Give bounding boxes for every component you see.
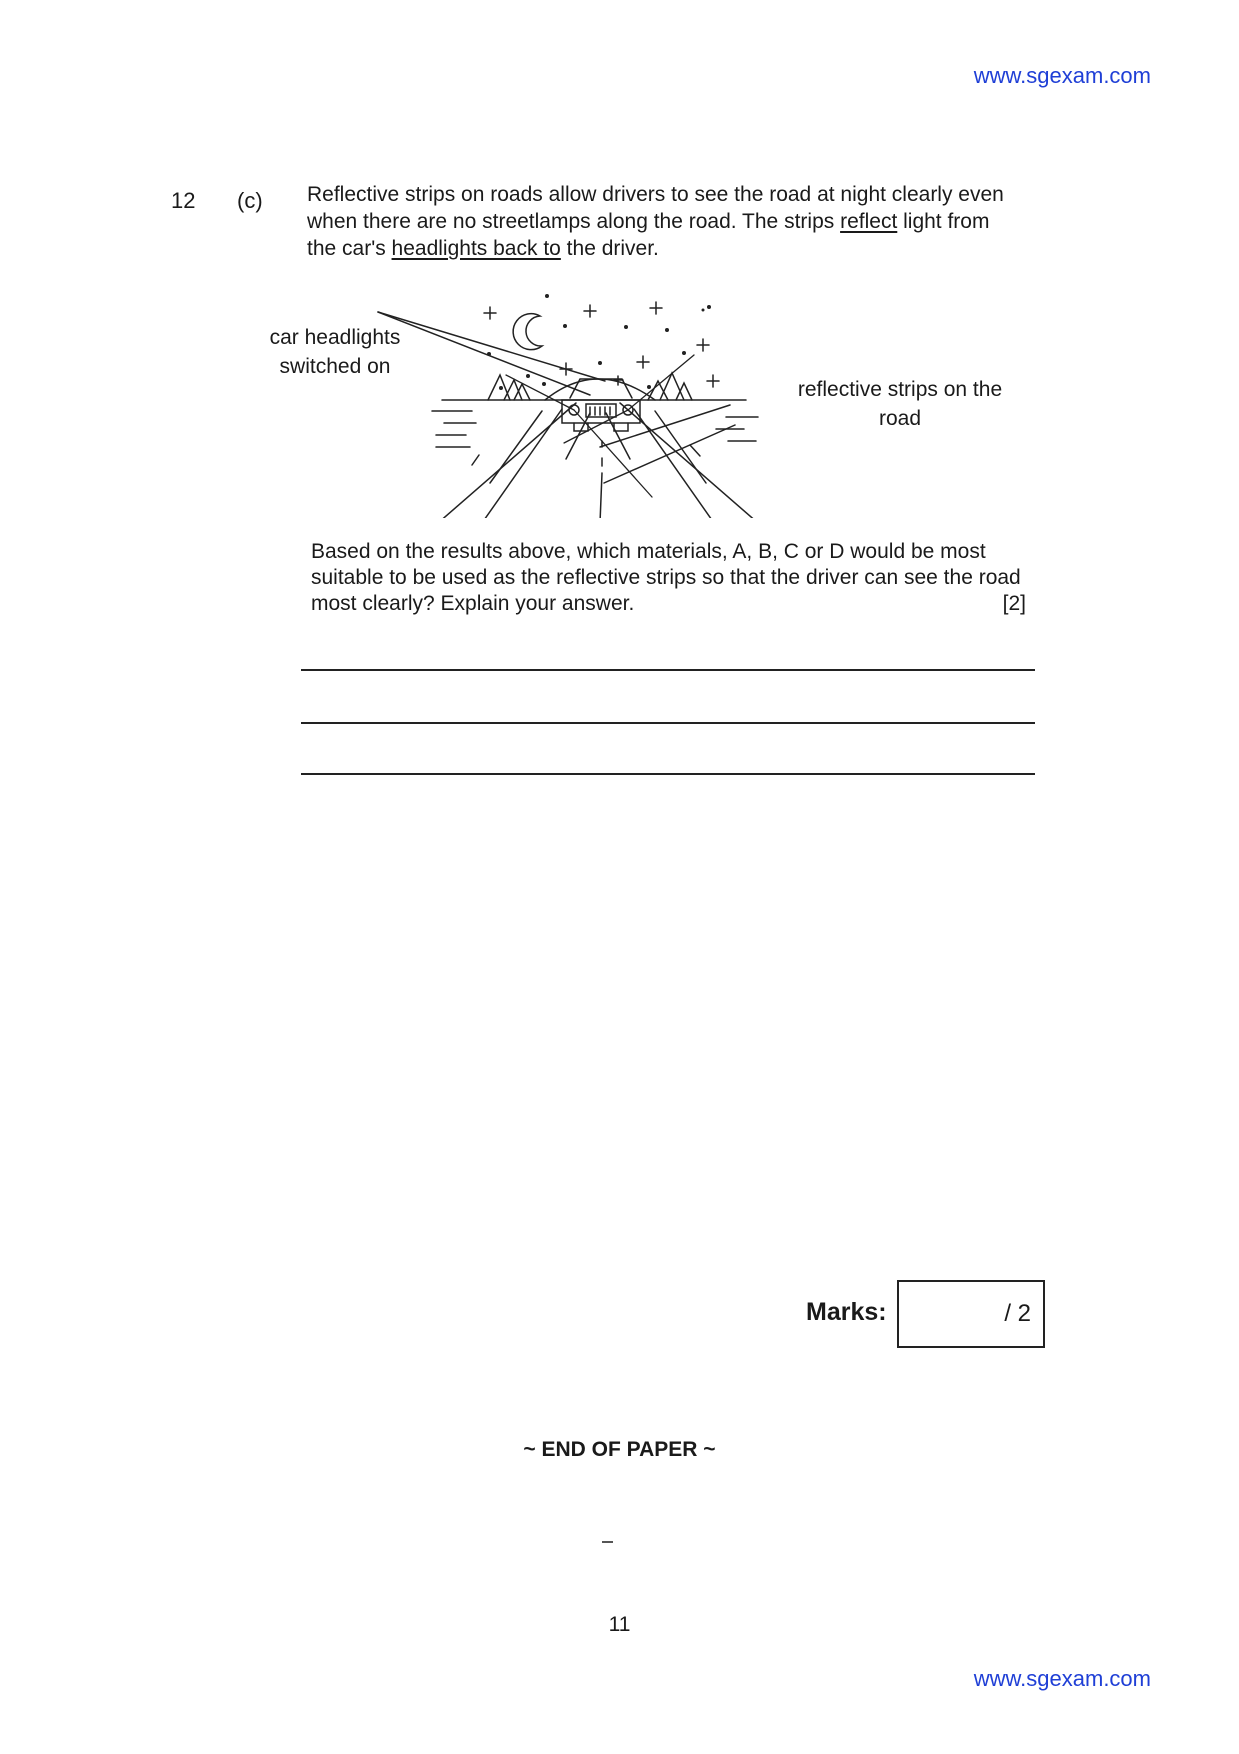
answer-line[interactable] <box>301 722 1035 724</box>
answer-line[interactable] <box>301 669 1035 671</box>
intro-text-3: the driver. <box>560 237 659 260</box>
question-intro <box>307 181 1007 262</box>
label-car-headlights: car headlights switched on <box>269 326 401 378</box>
watermark-bottom[interactable]: www.sgexam.com <box>973 1666 1151 1691</box>
end-of-paper: ~ END OF PAPER ~ <box>523 1438 716 1461</box>
label-reflective-strips: reflective strips on the road <box>797 378 1003 430</box>
hill <box>545 379 655 400</box>
page-number: 11 <box>608 1613 631 1636</box>
scan-speck <box>602 1541 613 1543</box>
marks-value: / 2 <box>1004 1300 1031 1327</box>
tree-icon <box>648 373 692 400</box>
intro-underline-headlights: headlights back to <box>391 237 561 260</box>
night-road-illustration <box>260 283 1020 518</box>
star-dots <box>487 294 711 390</box>
question-part: (c) <box>237 188 263 213</box>
question-number: 12 <box>171 188 196 213</box>
tree-icon <box>488 375 530 400</box>
marks-label: Marks: <box>806 1298 887 1326</box>
intro-text-1: Reflective strips on roads allow drivers to see the road at night clearly even when there are no streetlamps along the road. The strips <box>307 183 1004 233</box>
night-road-figure <box>260 283 1020 518</box>
intro-text-2: light from the car's <box>307 210 990 260</box>
road-icon <box>432 403 758 518</box>
question-prompt <box>311 539 1026 617</box>
marks-allocation: [2] <box>1002 592 1026 615</box>
moon-icon <box>513 314 542 350</box>
marks-box[interactable] <box>897 1280 1045 1348</box>
watermark-top[interactable]: www.sgexam.com <box>973 63 1151 88</box>
prompt-text: Based on the results above, which materials, A, B, C or D would be most suitable to be used as the reflective strips so that the driver can see the road most clearly? Explain your answer. <box>311 540 1021 615</box>
intro-underline-reflect: reflect <box>840 210 898 233</box>
answer-line[interactable] <box>301 773 1035 775</box>
